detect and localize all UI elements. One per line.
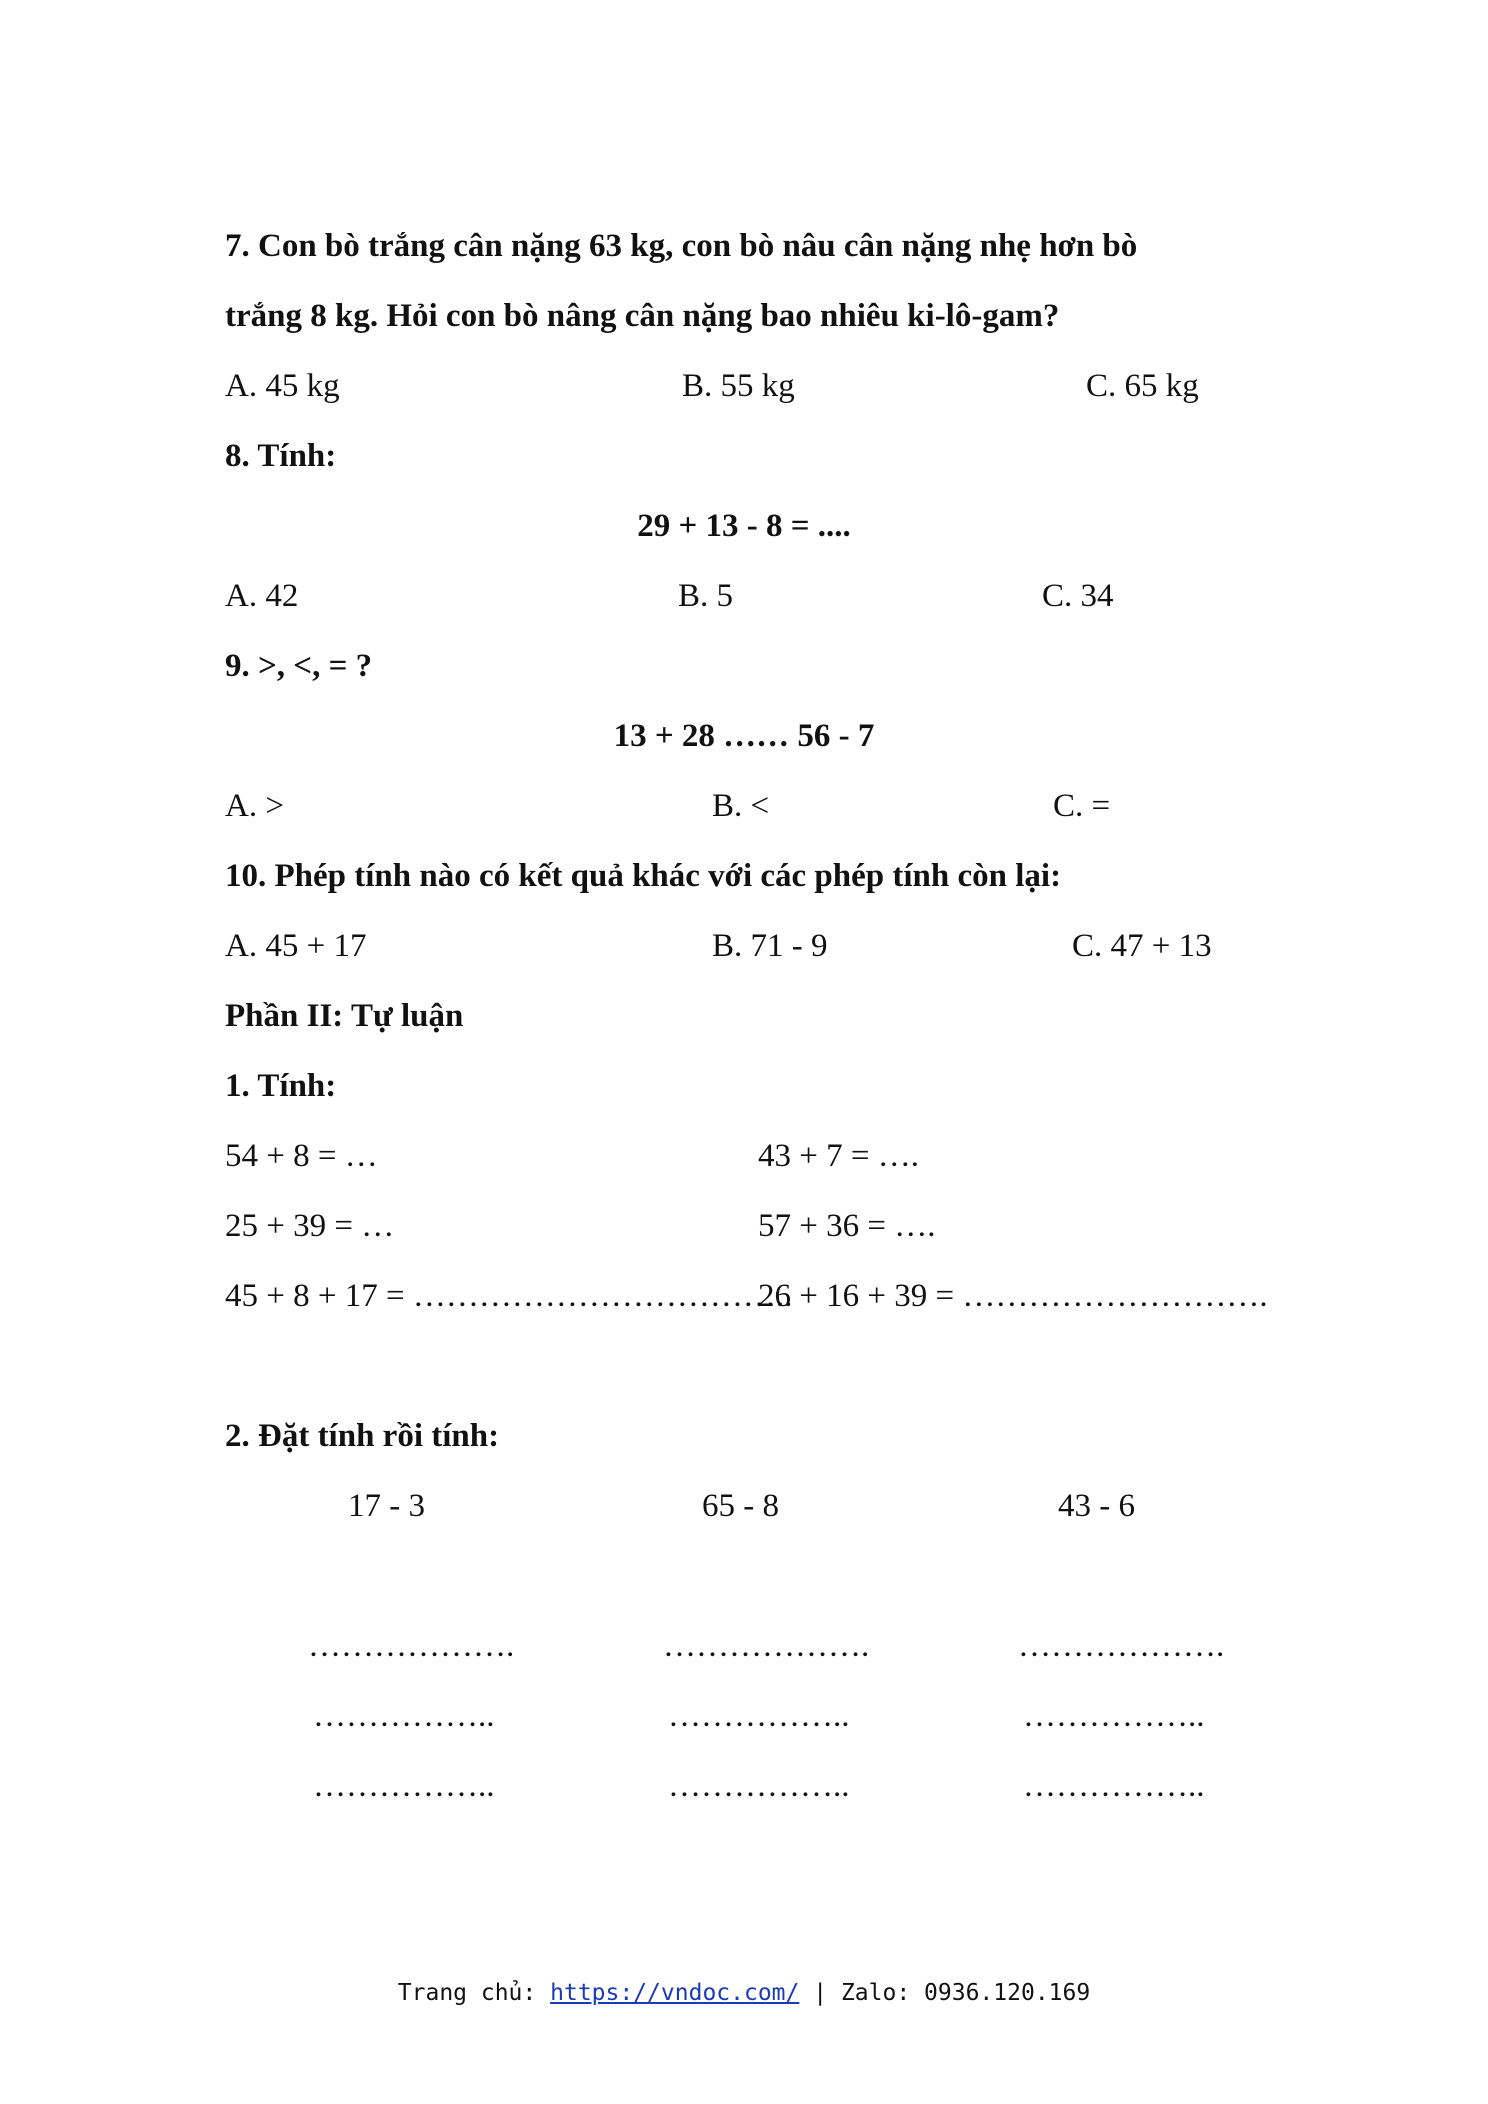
q8-option-b: B. 5 (678, 578, 734, 614)
q10-option-b: B. 71 - 9 (712, 928, 828, 964)
ex1-row1-left: 54 + 8 = … (225, 1138, 378, 1174)
ex2-problem-1: 17 - 3 (348, 1488, 425, 1524)
ex1-row2-left: 25 + 39 = … (225, 1208, 395, 1244)
ex1-row3-left: 45 + 8 + 17 = …………………………….. (225, 1278, 793, 1314)
q10-option-a: A. 45 + 17 (225, 928, 367, 964)
ex1-title: 1. Tính: (225, 1068, 337, 1104)
ex2-dots-c3-r3: …………….. (1023, 1768, 1205, 1804)
ex2-dots-c2-r1: ………………. (663, 1628, 870, 1664)
footer-label: Trang chủ: (397, 1980, 537, 2006)
ex2-problem-3: 43 - 6 (1058, 1488, 1135, 1524)
q8-option-c: C. 34 (1042, 578, 1114, 614)
part2-title: Phần II: Tự luận (225, 998, 464, 1034)
ex2-dots-c3-r1: ………………. (1018, 1628, 1225, 1664)
ex2-dots-c1-r3: …………….. (313, 1768, 495, 1804)
footer-home-link[interactable]: https://vndoc.com/ (550, 1980, 800, 2006)
ex1-row1-right: 43 + 7 = …. (758, 1138, 919, 1174)
q8-title: 8. Tính: (225, 438, 337, 474)
q10-option-c: C. 47 + 13 (1072, 928, 1212, 964)
ex2-dots-c3-r2: …………….. (1023, 1698, 1205, 1734)
q9-option-b: B. < (712, 788, 770, 824)
q9-expression: 13 + 28 …… 56 - 7 (613, 718, 875, 754)
footer-zalo: Zalo: 0936.120.169 (840, 1980, 1091, 2006)
q7-option-c: C. 65 kg (1086, 368, 1199, 404)
q10-title: 10. Phép tính nào có kết quả khác với các phép tính còn lại: (225, 858, 1062, 894)
q9-option-a: A. > (225, 788, 284, 824)
ex2-problem-2: 65 - 8 (702, 1488, 779, 1524)
ex2-dots-c1-r1: ………………. (308, 1628, 515, 1664)
ex2-title: 2. Đặt tính rồi tính: (225, 1418, 500, 1454)
ex2-dots-c1-r2: …………….. (313, 1698, 495, 1734)
q7-option-a: A. 45 kg (225, 368, 340, 404)
ex2-dots-c2-r2: …………….. (668, 1698, 850, 1734)
footer-separator: | (813, 1980, 828, 2006)
q7-option-b: B. 55 kg (682, 368, 795, 404)
q9-title: 9. >, <, = ? (225, 648, 373, 684)
q7-line-2: trắng 8 kg. Hỏi con bò nâng cân nặng bao nhiêu ki-lô-gam? (225, 298, 1060, 334)
ex1-row3-right: 26 + 16 + 39 = ………………………. (758, 1278, 1268, 1314)
q8-option-a: A. 42 (225, 578, 299, 614)
page-footer (0, 1980, 1488, 2006)
q8-expression: 29 + 13 - 8 = .... (637, 508, 851, 544)
ex2-dots-c2-r3: …………….. (668, 1768, 850, 1804)
ex1-row2-right: 57 + 36 = …. (758, 1208, 936, 1244)
q9-option-c: C. = (1053, 788, 1111, 824)
q7-line-1: 7. Con bò trắng cân nặng 63 kg, con bò nâu cân nặng nhẹ hơn bò (225, 228, 1138, 264)
